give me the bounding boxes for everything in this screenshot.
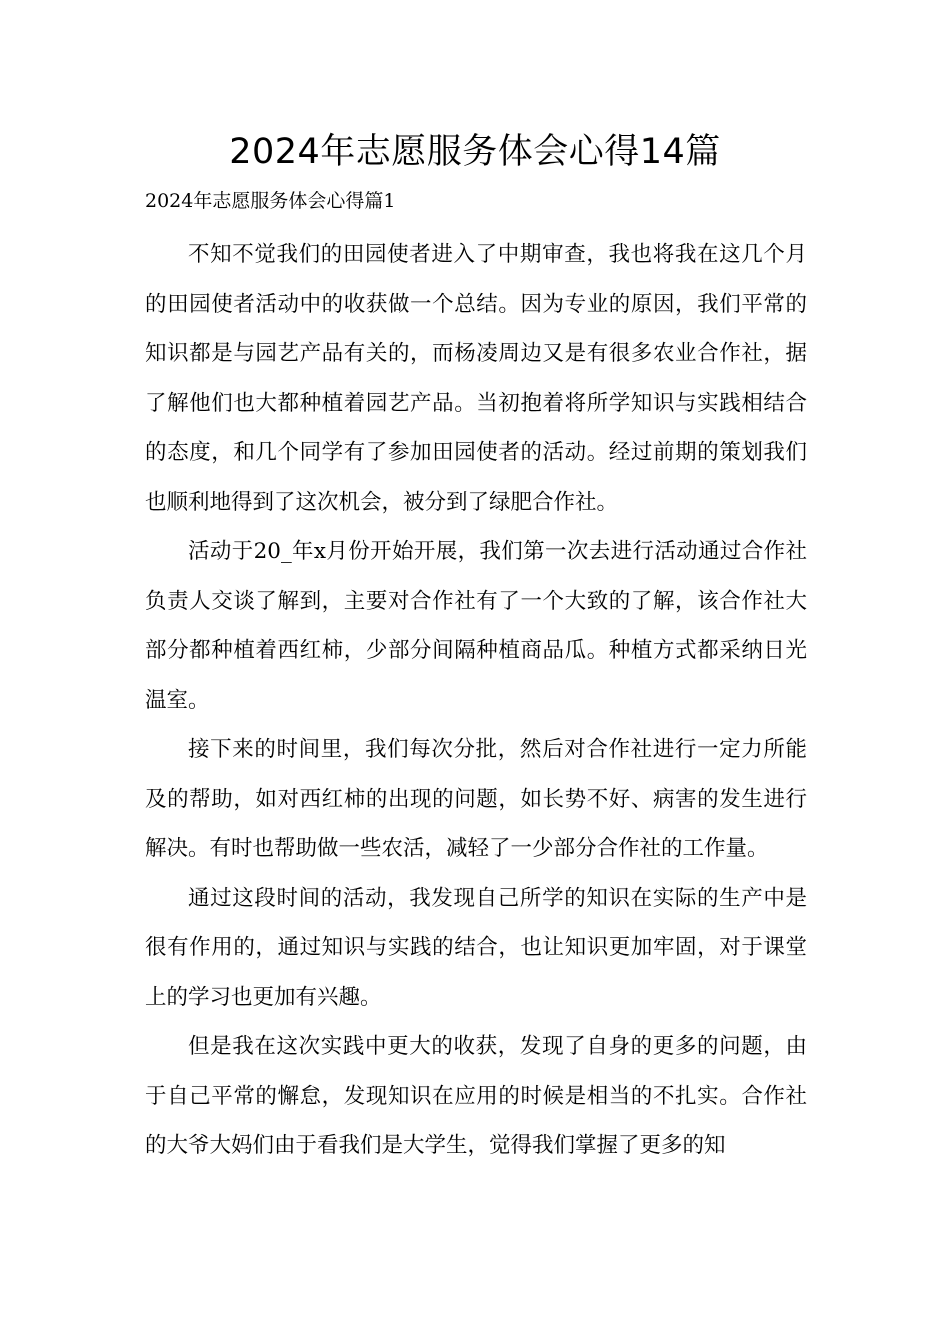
document-body (145, 230, 807, 1171)
paragraph-3: 接下来的时间里，我们每次分批，然后对合作社进行一定力所能及的帮助，如对西红柿的出现的问题，如长势不好、病害的发生进行解决。有时也帮助做一些农活，减轻了一少部分合作社的工作量。 (145, 737, 807, 861)
paragraph-4: 通过这段时间的活动，我发现自己所学的知识在实际的生产中是很有作用的，通过知识与实践的结合，也让知识更加牢固，对于课堂上的学习也更加有兴趣。 (145, 885, 807, 1010)
paragraph-2: 活动于20_年x月份开始开展，我们第一次去进行活动通过合作社负责人交谈了解到，主要对合作社有了一个大致的了解，该合作社大部分都种植着西红柿，少部分间隔种植商品瓜。种植方式都采纳日光温室。 (145, 539, 807, 713)
document-title: 2024年志愿服务体会心得14篇 (229, 132, 721, 172)
paragraph-1: 不知不觉我们的田园使者进入了中期审查，我也将我在这几个月的田园使者活动中的收获做一个总结。因为专业的原因，我们平常的知识都是与园艺产品有关的，而杨凌周边又是有很多农业合作社，据了解他们也大都种植着园艺产品。当初抱着将所学知识与实践相结合的态度，和几个同学有了参加田园使者的活动。经过前期的策划我们也顺利地得到了这次机会，被分到了绿肥合作社。 (145, 242, 807, 515)
section-subtitle: 2024年志愿服务体会心得篇1 (145, 190, 396, 212)
paragraph-5: 但是我在这次实践中更大的收获，发现了自身的更多的问题，由于自己平常的懈怠，发现知识在应用的时候是相当的不扎实。合作社的大爷大妈们由于看我们是大学生，觉得我们掌握了更多的知 (145, 1034, 807, 1158)
